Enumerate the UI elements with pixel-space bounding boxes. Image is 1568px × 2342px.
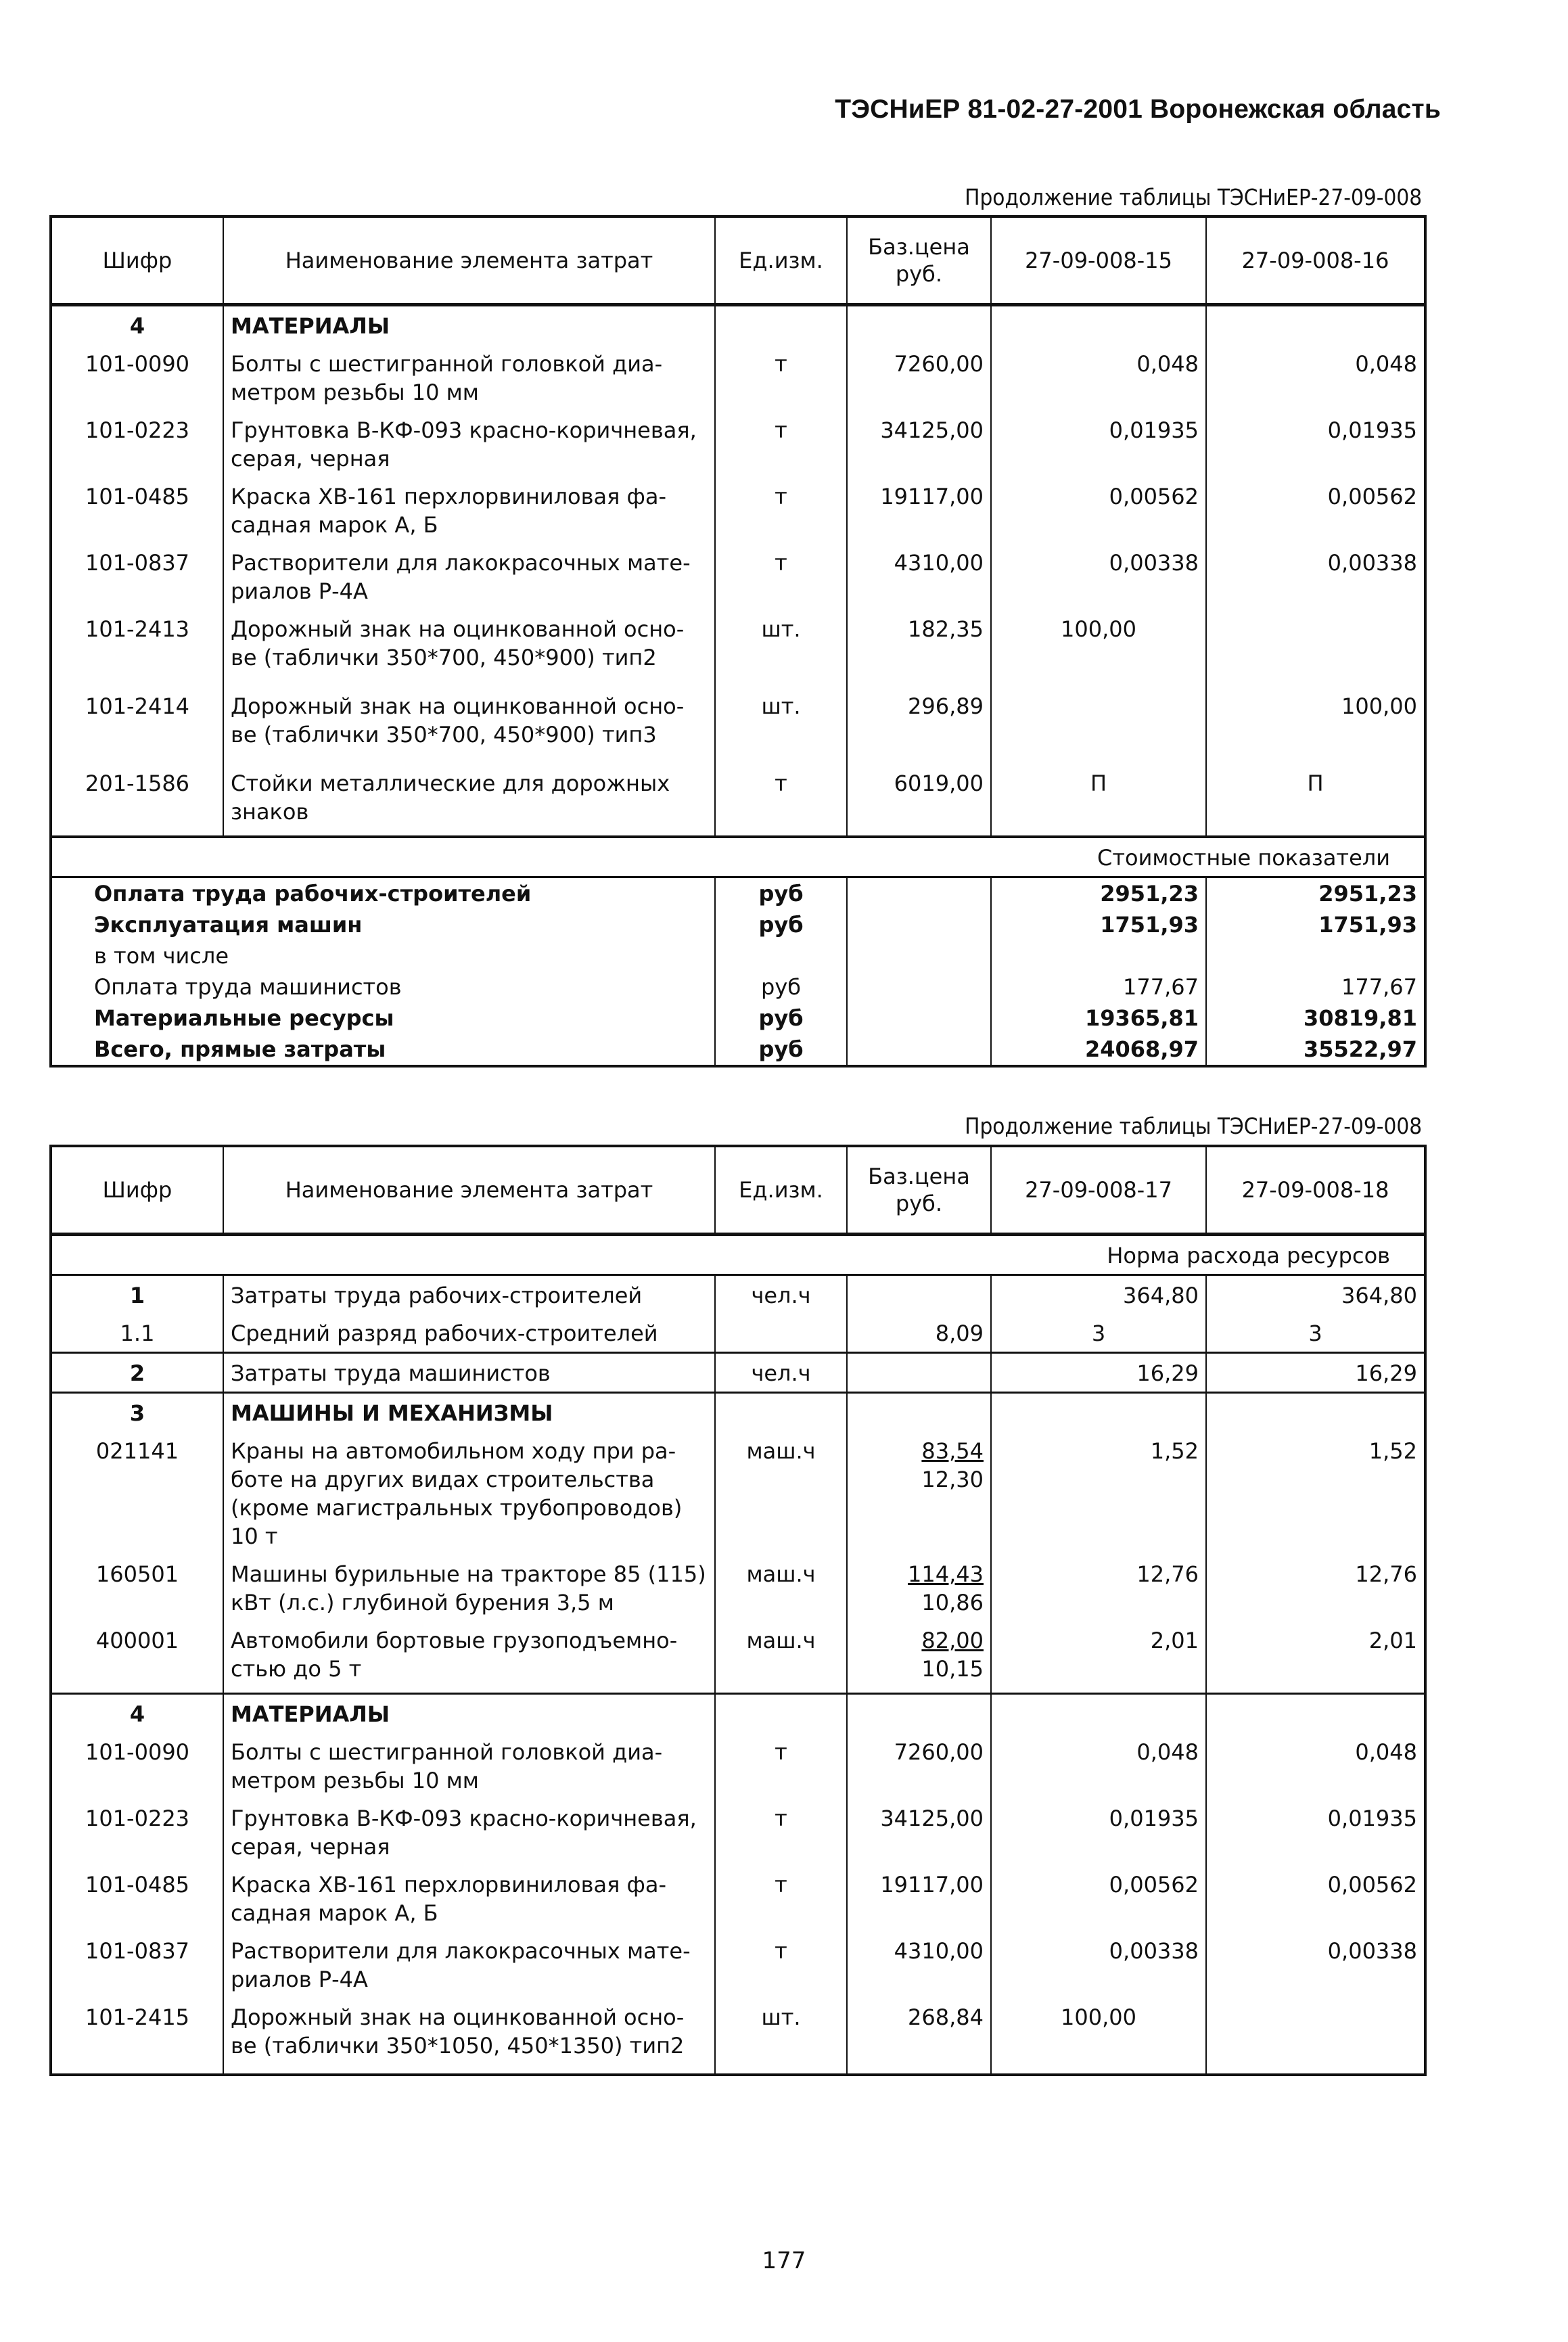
machines-rows [51, 1393, 1425, 1694]
table-row [51, 477, 1425, 543]
table-row [51, 543, 1425, 610]
summary-unit [715, 940, 847, 971]
labor-rows [51, 1275, 1425, 1353]
section-name: МАТЕРИАЛЫ [223, 1694, 715, 1733]
row-name: Затраты труда машинистов [223, 1353, 715, 1393]
row-norm-value-2: 0,01935 [1206, 411, 1425, 477]
row-norm-value-2: 364,80 [1206, 1275, 1425, 1314]
row-code: 101-0837 [51, 543, 223, 610]
row-code: 021141 [51, 1431, 223, 1555]
row-norm-value-2: 3 [1206, 1314, 1425, 1353]
header-name: Наименование элемента затрат [223, 1146, 715, 1235]
cost-indicators-label: Стоимостные показатели [51, 837, 1425, 877]
row-base-price: 8,09 [847, 1314, 991, 1353]
table-row [51, 344, 1425, 411]
summary-row [51, 1034, 1425, 1066]
row-norm-value-2: 0,00338 [1206, 1931, 1425, 1998]
row-norm-value-2: 0,00562 [1206, 1865, 1425, 1931]
empty-cell [991, 1694, 1206, 1733]
row-name: Грунтовка В-КФ-093 красно-коричневая, серая, черная [223, 411, 715, 477]
operator-wage: 10,15 [921, 1656, 984, 1682]
row-base-price [847, 1555, 991, 1621]
row-code: 1 [51, 1275, 223, 1314]
summary-row [51, 940, 1425, 971]
summary-value-1: 2951,23 [991, 877, 1206, 910]
header-unit: Ед.изм. [715, 1146, 847, 1235]
summary-empty [847, 1034, 991, 1066]
summary-value-2: 177,67 [1206, 971, 1425, 1003]
row-norm-value-1: 100,00 [991, 1998, 1206, 2075]
section-code: 4 [51, 1694, 223, 1733]
row-base-price [847, 1275, 991, 1314]
section-name: МАТЕРИАЛЫ [223, 305, 715, 345]
summary-unit: руб [715, 1003, 847, 1034]
row-norm-value-1: 0,048 [991, 1732, 1206, 1799]
row-unit: чел.ч [715, 1353, 847, 1393]
header-unit: Ед.изм. [715, 216, 847, 305]
row-base-price: 7260,00 [847, 344, 991, 411]
summary-value-2 [1206, 940, 1425, 971]
row-norm-value-1: 2,01 [991, 1621, 1206, 1694]
summary-value-2: 30819,81 [1206, 1003, 1425, 1034]
cost-indicators-band [51, 837, 1425, 877]
row-norm-value-1: 0,01935 [991, 411, 1206, 477]
row-norm-value-1: 16,29 [991, 1353, 1206, 1393]
row-norm-value-1: 100,00 [991, 610, 1206, 687]
table-row [51, 1865, 1425, 1931]
row-name: Средний разряд рабочих-строителей [223, 1314, 715, 1353]
table-row [51, 1314, 1425, 1353]
row-code: 2 [51, 1353, 223, 1393]
row-norm-value-2: 12,76 [1206, 1555, 1425, 1621]
header-price-line2: руб. [895, 261, 943, 287]
header-price [847, 1146, 991, 1235]
row-unit: чел.ч [715, 1275, 847, 1314]
table-header-row [51, 1146, 1425, 1235]
row-name: Краска ХВ-161 перхлорвиниловая фа-садная марок А, Б [223, 477, 715, 543]
row-code: 201-1586 [51, 764, 223, 837]
row-norm-value-2: 0,048 [1206, 1732, 1425, 1799]
table-row [51, 1353, 1425, 1393]
summary-empty [847, 1003, 991, 1034]
section-name: МАШИНЫ И МЕХАНИЗМЫ [223, 1393, 715, 1432]
row-unit [715, 1314, 847, 1353]
row-norm-value-1: 0,00562 [991, 477, 1206, 543]
row-name: Грунтовка В-КФ-093 красно-коричневая, серая, черная [223, 1799, 715, 1865]
header-code: Шифр [51, 1146, 223, 1235]
row-unit: маш.ч [715, 1555, 847, 1621]
table-row [51, 1555, 1425, 1621]
table-row [51, 1275, 1425, 1314]
table-row [51, 1799, 1425, 1865]
machine-price: 114,43 [908, 1561, 984, 1587]
row-base-price: 19117,00 [847, 1865, 991, 1931]
table-row [51, 687, 1425, 764]
row-base-price: 7260,00 [847, 1732, 991, 1799]
row-norm-value-1: П [991, 764, 1206, 837]
row-unit: т [715, 1732, 847, 1799]
section-row-machines [51, 1393, 1425, 1432]
row-code: 101-0223 [51, 411, 223, 477]
row-unit: шт. [715, 1998, 847, 2075]
row-code: 400001 [51, 1621, 223, 1694]
document-header: ТЭСНиЕР 81-02-27-2001 Воронежская область [835, 95, 1441, 124]
row-unit: маш.ч [715, 1431, 847, 1555]
resource-table-15-16 [49, 215, 1427, 1067]
row-code: 101-0223 [51, 1799, 223, 1865]
row-unit: т [715, 344, 847, 411]
row-name: Краны на автомобильном ходу при ра-боте на других видах строительства (кроме магистральных трубопроводов) 10 т [223, 1431, 715, 1555]
row-norm-value-2: 1,52 [1206, 1431, 1425, 1555]
page-number: 177 [762, 2247, 806, 2274]
summary-label: Эксплуатация машин [51, 909, 715, 940]
summary-value-1: 1751,93 [991, 909, 1206, 940]
resource-norm-band [51, 1235, 1425, 1275]
empty-cell [715, 1694, 847, 1733]
row-norm-value-1: 3 [991, 1314, 1206, 1353]
row-base-price: 182,35 [847, 610, 991, 687]
section-row-materials [51, 305, 1425, 345]
summary-value-2: 35522,97 [1206, 1034, 1425, 1066]
row-norm-value-2 [1206, 610, 1425, 687]
table-row [51, 1431, 1425, 1555]
table-caption: Продолжение таблицы ТЭСНиЕР-27-09-008 [964, 1113, 1422, 1139]
row-base-price: 19117,00 [847, 477, 991, 543]
row-norm-value-2: 0,01935 [1206, 1799, 1425, 1865]
row-norm-value-1: 0,048 [991, 344, 1206, 411]
row-unit: т [715, 1931, 847, 1998]
row-norm-value-1: 364,80 [991, 1275, 1206, 1314]
empty-cell [715, 1393, 847, 1432]
operator-wage: 10,86 [921, 1590, 984, 1615]
row-norm-value-2: 100,00 [1206, 687, 1425, 764]
resource-table-17-18 [49, 1145, 1427, 2076]
row-name: Автомобили бортовые грузоподъемно-стью до 5 т [223, 1621, 715, 1694]
section-code: 4 [51, 305, 223, 345]
row-code: 101-2414 [51, 687, 223, 764]
row-name: Машины бурильные на тракторе 85 (115) кВт (л.с.) глубиной бурения 3,5 м [223, 1555, 715, 1621]
row-base-price: 34125,00 [847, 1799, 991, 1865]
row-base-price: 4310,00 [847, 543, 991, 610]
summary-row [51, 877, 1425, 910]
row-unit: т [715, 1865, 847, 1931]
row-norm-value-2: 0,00338 [1206, 543, 1425, 610]
row-norm-value-2 [1206, 1998, 1425, 2075]
operator-wage: 12,30 [921, 1467, 984, 1492]
table-row [51, 411, 1425, 477]
summary-row [51, 971, 1425, 1003]
row-unit: т [715, 477, 847, 543]
summary-row [51, 1003, 1425, 1034]
table-caption: Продолжение таблицы ТЭСНиЕР-27-09-008 [964, 184, 1422, 210]
row-base-price: 6019,00 [847, 764, 991, 837]
summary-label: Материальные ресурсы [51, 1003, 715, 1034]
header-norm-18: 27-09-008-18 [1206, 1146, 1425, 1235]
summary-value-1: 24068,97 [991, 1034, 1206, 1066]
row-unit: шт. [715, 610, 847, 687]
row-base-price: 296,89 [847, 687, 991, 764]
row-name: Дорожный знак на оцинкованной осно-ве (таблички 350*700, 450*900) тип2 [223, 610, 715, 687]
section-code: 3 [51, 1393, 223, 1432]
row-code: 101-2413 [51, 610, 223, 687]
row-base-price [847, 1621, 991, 1694]
row-unit: т [715, 1799, 847, 1865]
table-row [51, 1621, 1425, 1694]
row-name: Затраты труда рабочих-строителей [223, 1275, 715, 1314]
summary-empty [847, 909, 991, 940]
summary-value-1: 177,67 [991, 971, 1206, 1003]
section-row-materials [51, 1694, 1425, 1733]
row-code: 101-0090 [51, 1732, 223, 1799]
row-unit: т [715, 411, 847, 477]
header-norm-17: 27-09-008-17 [991, 1146, 1206, 1235]
summary-label: в том числе [51, 940, 715, 971]
resource-norm-label: Норма расхода ресурсов [51, 1235, 1425, 1275]
row-norm-value-1: 0,01935 [991, 1799, 1206, 1865]
empty-cell [991, 1393, 1206, 1432]
row-unit: шт. [715, 687, 847, 764]
machine-price: 83,54 [921, 1438, 984, 1464]
row-code: 160501 [51, 1555, 223, 1621]
header-price-line1: Баз.цена [868, 1164, 970, 1189]
summary-value-1 [991, 940, 1206, 971]
header-norm-15: 27-09-008-15 [991, 216, 1206, 305]
row-name: Дорожный знак на оцинкованной осно-ве (таблички 350*700, 450*900) тип3 [223, 687, 715, 764]
summary-unit: руб [715, 1034, 847, 1066]
header-price-line1: Баз.цена [868, 234, 970, 260]
row-norm-value-2: 2,01 [1206, 1621, 1425, 1694]
summary-empty [847, 971, 991, 1003]
table-row [51, 764, 1425, 837]
row-base-price: 4310,00 [847, 1931, 991, 1998]
summary-label: Всего, прямые затраты [51, 1034, 715, 1066]
summary-row [51, 909, 1425, 940]
summary-label: Оплата труда машинистов [51, 971, 715, 1003]
row-norm-value-1: 0,00338 [991, 543, 1206, 610]
row-code: 101-0837 [51, 1931, 223, 1998]
row-code: 101-0485 [51, 1865, 223, 1931]
table-row [51, 1998, 1425, 2075]
row-unit: т [715, 764, 847, 837]
row-norm-value-1 [991, 687, 1206, 764]
row-norm-value-1: 1,52 [991, 1431, 1206, 1555]
summary-unit: руб [715, 909, 847, 940]
summary-value-2: 1751,93 [1206, 909, 1425, 940]
row-norm-value-2: 16,29 [1206, 1353, 1425, 1393]
row-norm-value-2: 0,00562 [1206, 477, 1425, 543]
row-code: 101-0090 [51, 344, 223, 411]
row-name: Растворители для лакокрасочных мате-риалов Р-4А [223, 1931, 715, 1998]
summary-empty [847, 877, 991, 910]
row-unit: т [715, 543, 847, 610]
machinists-rows [51, 1353, 1425, 1393]
row-name: Болты с шестигранной головкой диа-метром резьбы 10 мм [223, 1732, 715, 1799]
row-base-price: 268,84 [847, 1998, 991, 2075]
row-code: 101-2415 [51, 1998, 223, 2075]
header-name: Наименование элемента затрат [223, 216, 715, 305]
materials-rows [51, 1694, 1425, 2075]
machine-price: 82,00 [921, 1628, 984, 1653]
row-norm-value-1: 12,76 [991, 1555, 1206, 1621]
row-norm-value-1: 0,00338 [991, 1931, 1206, 1998]
summary-value-2: 2951,23 [1206, 877, 1425, 910]
row-name: Болты с шестигранной головкой диа-метром резьбы 10 мм [223, 344, 715, 411]
summary-rows [51, 877, 1425, 1067]
row-code: 1.1 [51, 1314, 223, 1353]
row-norm-value-2: 0,048 [1206, 344, 1425, 411]
row-base-price [847, 1431, 991, 1555]
summary-value-1: 19365,81 [991, 1003, 1206, 1034]
header-code: Шифр [51, 216, 223, 305]
table-row [51, 1732, 1425, 1799]
empty-cell [847, 1694, 991, 1733]
table-header-row [51, 216, 1425, 305]
summary-unit: руб [715, 877, 847, 910]
row-name: Краска ХВ-161 перхлорвиниловая фа-садная марок А, Б [223, 1865, 715, 1931]
table-row [51, 610, 1425, 687]
table-row [51, 1931, 1425, 1998]
row-unit: маш.ч [715, 1621, 847, 1694]
header-price [847, 216, 991, 305]
header-norm-16: 27-09-008-16 [1206, 216, 1425, 305]
row-name: Растворители для лакокрасочных мате-риалов Р-4А [223, 543, 715, 610]
row-base-price: 34125,00 [847, 411, 991, 477]
row-name: Стойки металлические для дорожных знаков [223, 764, 715, 837]
empty-cell [847, 1393, 991, 1432]
summary-label: Оплата труда рабочих-строителей [51, 877, 715, 910]
materials-rows [51, 344, 1425, 837]
empty-cell [1206, 1393, 1425, 1432]
summary-empty [847, 940, 991, 971]
summary-unit: руб [715, 971, 847, 1003]
row-code: 101-0485 [51, 477, 223, 543]
empty-cell [1206, 1694, 1425, 1733]
row-norm-value-1: 0,00562 [991, 1865, 1206, 1931]
row-name: Дорожный знак на оцинкованной осно-ве (таблички 350*1050, 450*1350) тип2 [223, 1998, 715, 2075]
row-base-price [847, 1353, 991, 1393]
row-norm-value-2: П [1206, 764, 1425, 837]
header-price-line2: руб. [895, 1191, 943, 1216]
